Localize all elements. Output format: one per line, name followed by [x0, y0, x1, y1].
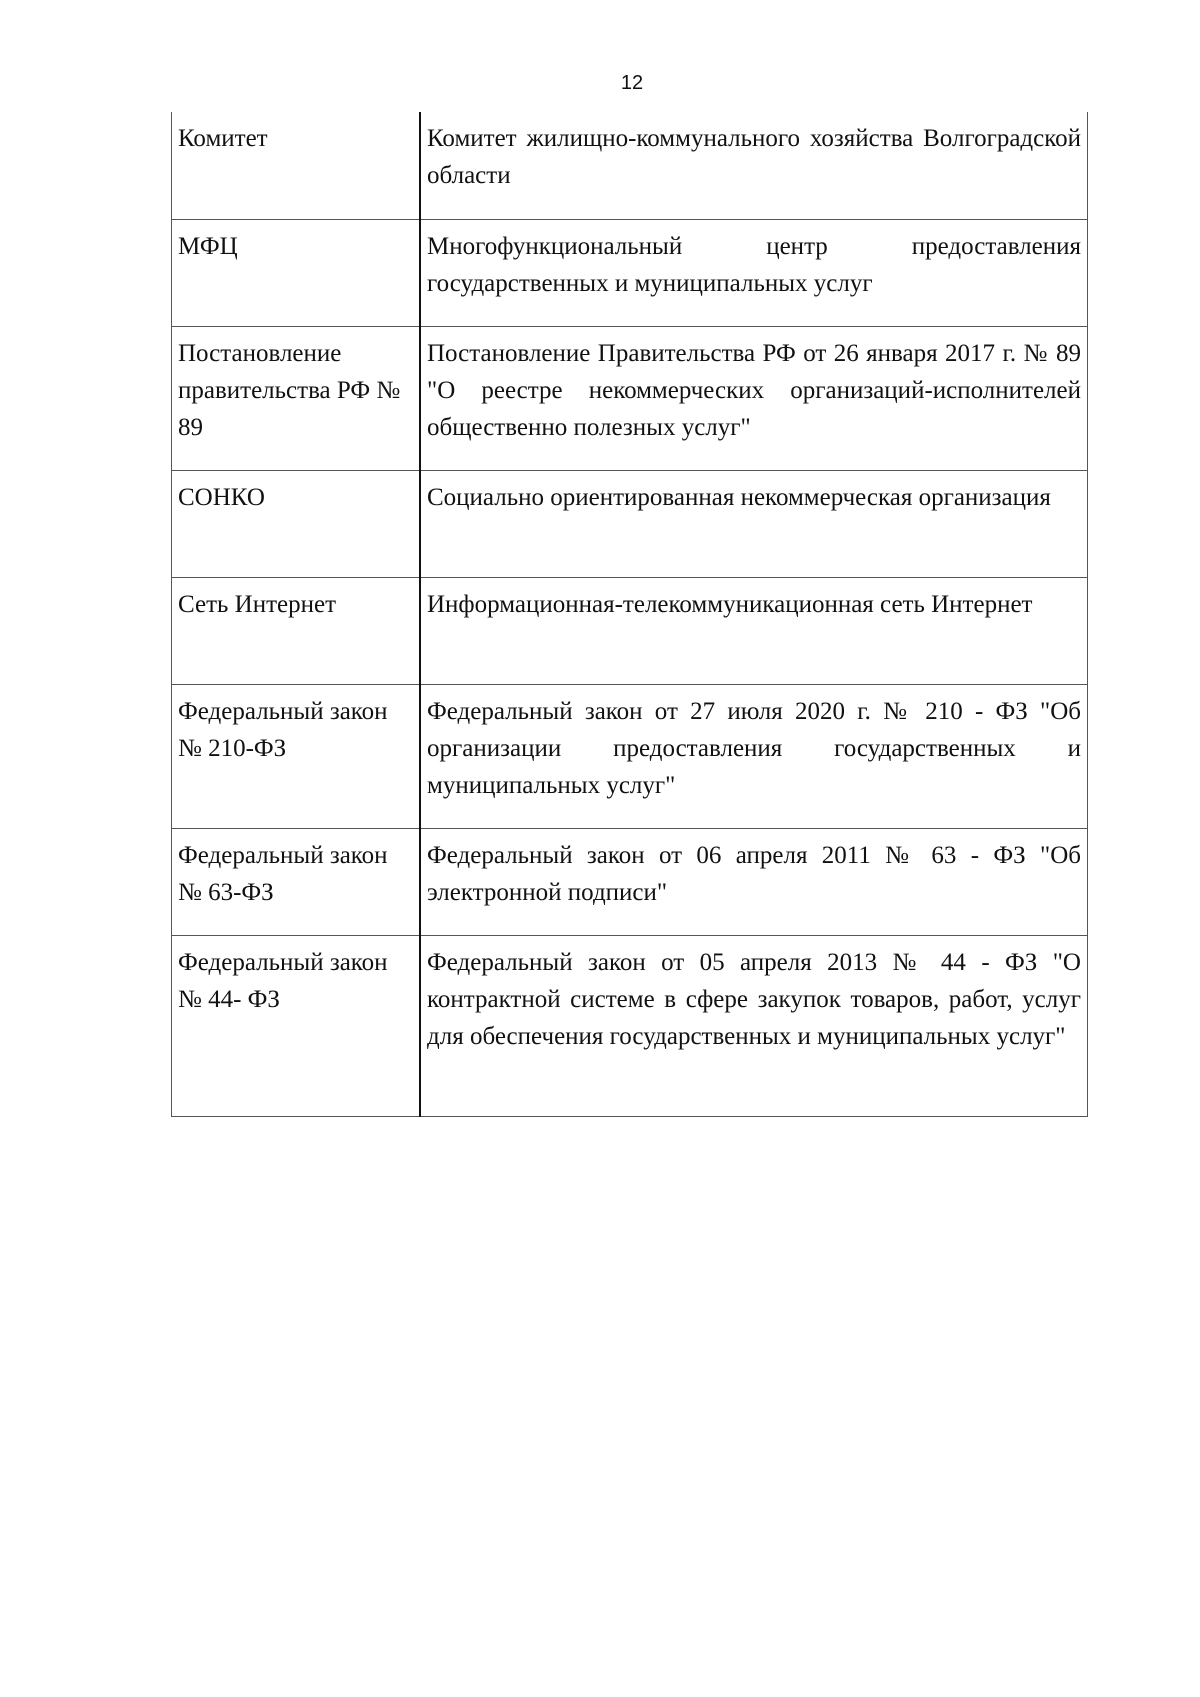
- term-cell: [172, 828, 421, 935]
- definition-text: Федеральный закон от 06 апреля 2011 № 63 - ФЗ "Об электронной подписи": [427, 841, 1081, 906]
- definition-text: Постановление Правительства РФ от 26 января 2017 г. № 89 "О реестре некоммерческих организаций-исполнителей общественно полезных услуг": [427, 339, 1081, 441]
- term-text: Комитет: [178, 125, 268, 152]
- definition-cell: [420, 577, 1088, 684]
- table-row: [172, 828, 1088, 935]
- term-text: Постановление правительства РФ № 89: [178, 339, 401, 441]
- definition-cell: [420, 935, 1088, 1116]
- term-cell: [172, 684, 421, 828]
- definition-text: Комитет жилищно-коммунального хозяйства Волгоградской области: [427, 125, 1081, 189]
- page-number: 12: [620, 72, 644, 94]
- term-text: Федеральный закон № 210-ФЗ: [178, 697, 388, 762]
- definition-cell: [420, 326, 1088, 470]
- table-row: [172, 470, 1088, 577]
- term-text: Федеральный закон № 63-ФЗ: [178, 841, 388, 906]
- term-cell: [172, 577, 421, 684]
- term-cell: [172, 219, 421, 326]
- definition-text: Федеральный закон от 27 июля 2020 г. № 210 - ФЗ "Об организации предоставления государственных и муниципальных услуг": [427, 697, 1081, 799]
- term-text: Федеральный закон № 44- ФЗ: [178, 948, 388, 1013]
- term-cell: [172, 935, 421, 1116]
- abbreviations-table: [171, 112, 1088, 1117]
- definition-text: Федеральный закон от 05 апреля 2013 № 44 - ФЗ "О контрактной системе в сфере закупок товаров, работ, услуг для обеспечения государственных и муниципальных услуг": [427, 948, 1081, 1050]
- definition-cell: [420, 112, 1088, 219]
- definition-cell: [420, 219, 1088, 326]
- table-row: [172, 684, 1088, 828]
- term-text: Сеть Интернет: [178, 590, 337, 618]
- table-row: [172, 935, 1088, 1116]
- table-row: [172, 326, 1088, 470]
- term-text: МФЦ: [178, 232, 238, 260]
- term-cell: [172, 470, 421, 577]
- term-cell: [172, 112, 421, 219]
- definition-cell: [420, 828, 1088, 935]
- definition-text: Многофункциональный центр предоставления государственных и муниципальных услуг: [427, 232, 1081, 297]
- term-text: СОНКО: [178, 483, 265, 511]
- definition-cell: [420, 684, 1088, 828]
- definition-text: Социально ориентированная некоммерческая организация: [427, 483, 1051, 511]
- term-cell: [172, 326, 421, 470]
- definition-text: Информационная-телекоммуникационная сеть Интернет: [427, 590, 1033, 618]
- table-row: [172, 112, 1088, 219]
- table-row: [172, 577, 1088, 684]
- definition-cell: [420, 470, 1088, 577]
- table-row: [172, 219, 1088, 326]
